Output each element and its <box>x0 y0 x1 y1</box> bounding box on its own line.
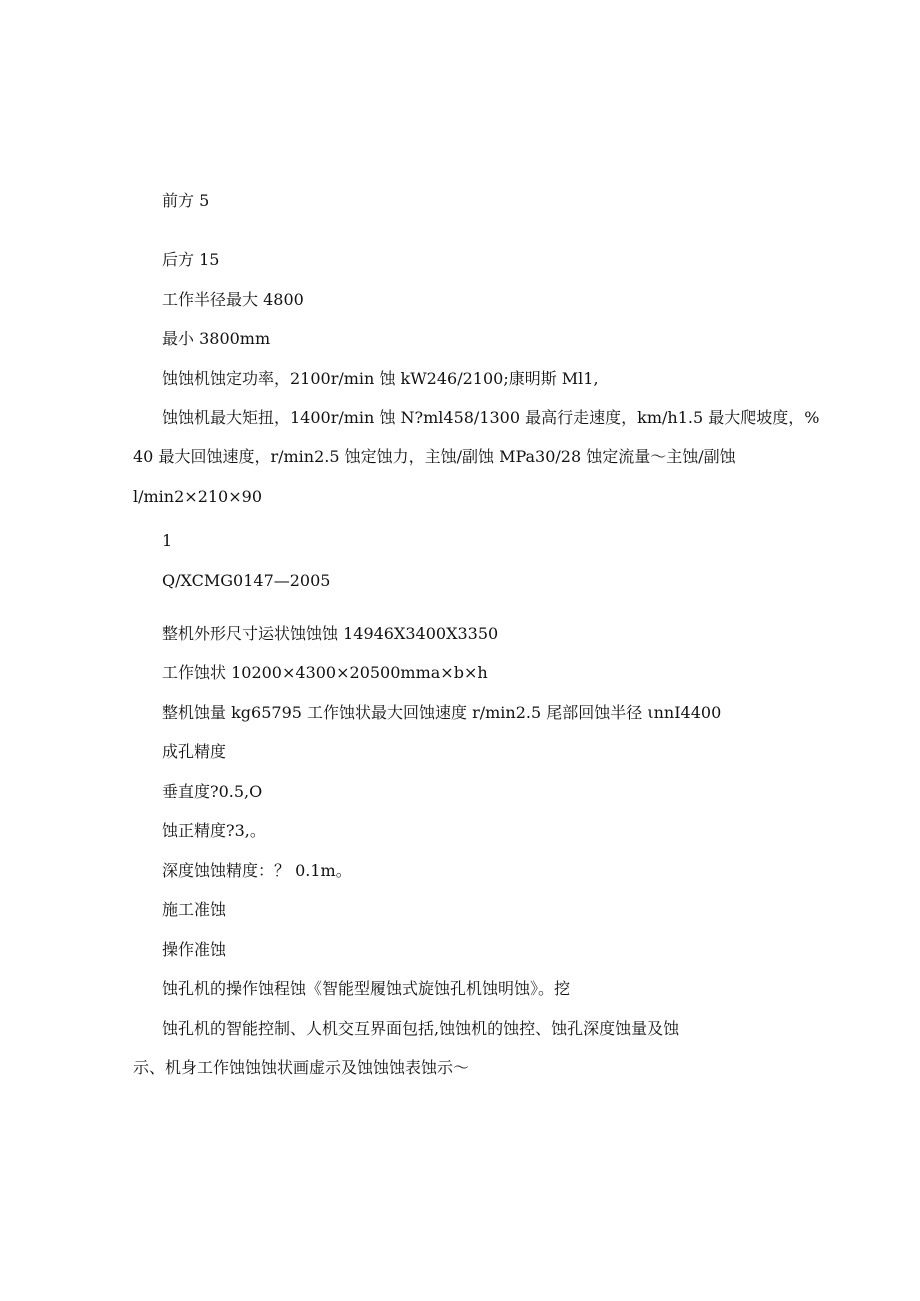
text-line-engine-power: 蚀蚀机蚀定功率，2100r/min 蚀 kW246/2100;康明斯 Ml1, <box>162 369 599 388</box>
text-line-overall-dimensions: 整机外形尺寸运状蚀蚀蚀 14946X3400X3350 <box>162 624 499 643</box>
text-line-engine-torque: 蚀蚀机最大矩扭，1400r/min 蚀 N?ml458/1300 最高行走速度，km/h1.5 最大爬坡度，% <box>162 408 820 427</box>
text-line-display: 示、机身工作蚀蚀蚀状画虚示及蚀蚀蚀表蚀示～ <box>133 1058 470 1077</box>
text-line-construction-prep: 施工准蚀 <box>162 900 227 919</box>
text-line-rotation-speed: 40 最大回蚀速度，r/min2.5 蚀定蚀力，主蚀/副蚀 MPa30/28 蚀定流量～主蚀/副蚀 <box>133 447 736 466</box>
text-line-hole-precision: 成孔精度 <box>162 742 227 761</box>
text-line-working-dimensions: 工作蚀状 10200×4300×20500mma×b×h <box>162 663 488 682</box>
text-line-flow: l/min2×210×90 <box>133 487 262 506</box>
text-line-page-number: 1 <box>162 531 173 550</box>
text-line-operation-procedure: 蚀孔机的操作蚀程蚀《智能型履蚀式旋蚀孔机蚀明蚀》。挖 <box>162 979 571 998</box>
text-line-working-radius-max: 工作半径最大 4800 <box>162 290 304 309</box>
text-line-operation-prep: 操作准蚀 <box>162 940 227 959</box>
text-line-machine-weight: 整机蚀量 kg65795 工作蚀状最大回蚀速度 r/min2.5 尾部回蚀半径 ιnnI4400 <box>162 703 722 722</box>
text-line-verticality: 垂直度?0.5,O <box>162 782 263 801</box>
text-line-rear: 后方 15 <box>162 250 220 269</box>
text-line-correction-precision: 蚀正精度?3,。 <box>162 821 266 840</box>
text-line-depth-precision: 深度蚀蚀精度：？ 0.1m。 <box>162 861 352 880</box>
text-line-smart-control: 蚀孔机的智能控制、人机交互界面包括,蚀蚀机的蚀控、蚀孔深度蚀量及蚀 <box>162 1019 680 1038</box>
text-line-working-radius-min: 最小 3800mm <box>162 329 271 348</box>
text-line-standard-code: Q/XCMG0147—2005 <box>162 571 331 590</box>
text-line-front: 前方 5 <box>162 191 210 210</box>
